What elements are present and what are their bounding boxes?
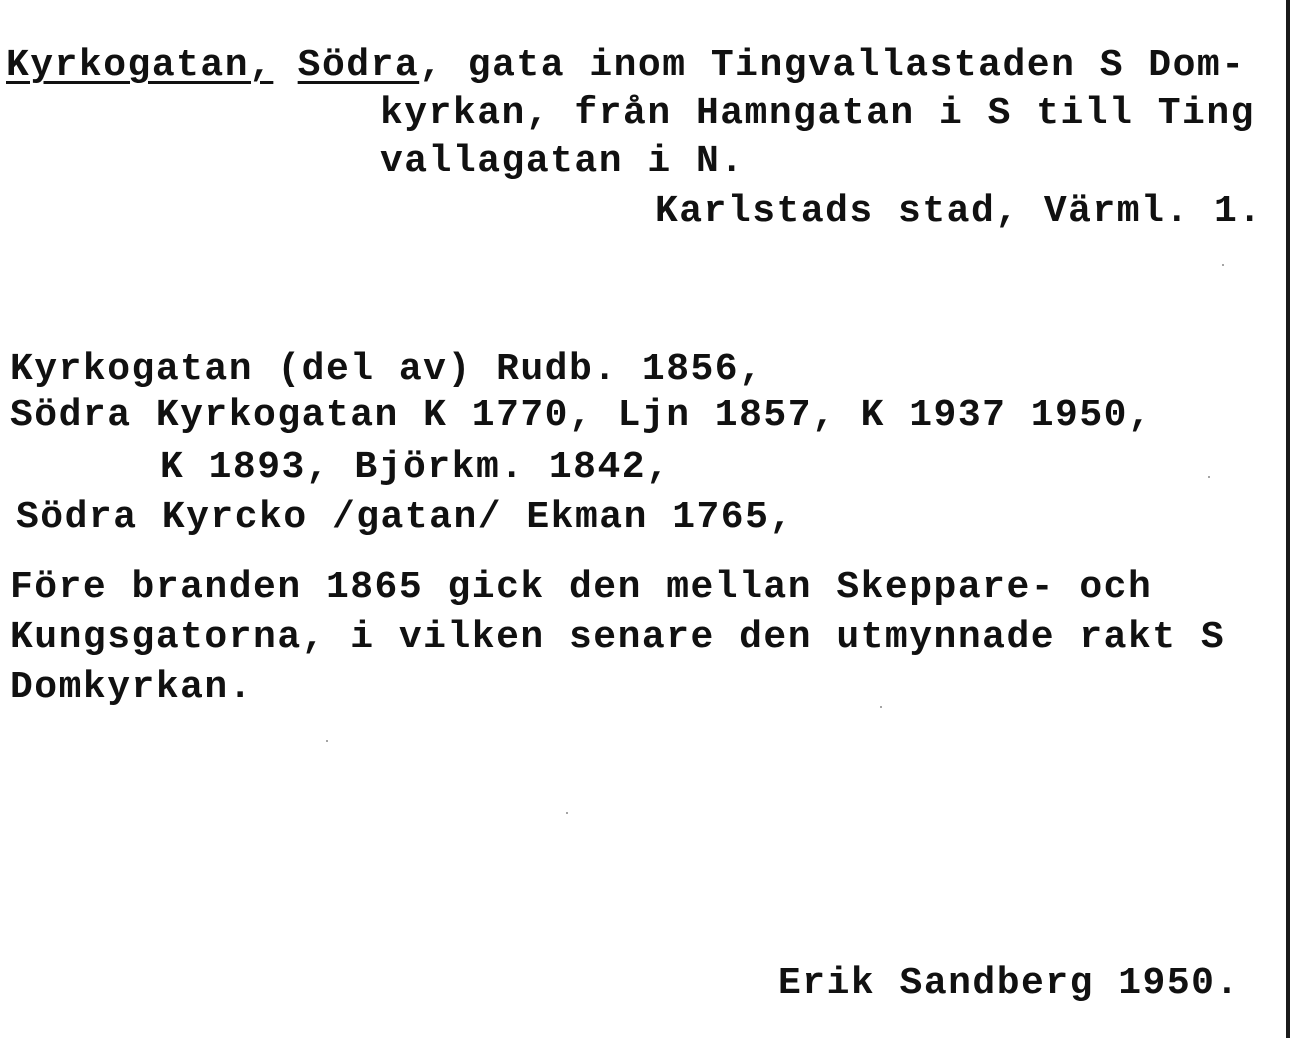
- scan-speck: [326, 740, 328, 742]
- note-line-1: Före branden 1865 gick den mellan Skeppare- och: [10, 566, 1153, 609]
- header-line-2: kyrkan, från Hamngatan i S till Ting: [380, 92, 1255, 135]
- source-line-2: Södra Kyrkogatan K 1770, Ljn 1857, K 1937 1950,: [10, 394, 1153, 437]
- header-line-1: [6, 44, 1246, 88]
- source-line-4: Södra Kyrcko /gatan/ Ekman 1765,: [16, 496, 794, 539]
- signature: Erik Sandberg 1950.: [778, 962, 1240, 1005]
- scan-speck: [1222, 264, 1224, 266]
- header-line-3: vallagatan i N.: [380, 140, 745, 183]
- source-line-3: K 1893, Björkm. 1842,: [160, 446, 671, 489]
- header-location: Karlstads stad, Värml. 1.: [655, 190, 1263, 233]
- scan-speck: [880, 706, 882, 708]
- header-line-1-rest: , gata inom Tingvallastaden S Dom-: [419, 44, 1246, 87]
- street-qualifier: Södra: [297, 44, 420, 87]
- scan-speck: [1208, 476, 1210, 478]
- source-line-1: Kyrkogatan (del av) Rudb. 1856,: [10, 348, 764, 391]
- note-line-3: Domkyrkan.: [10, 666, 254, 709]
- scan-speck: [566, 812, 568, 814]
- note-line-2: Kungsgatorna, i vilken senare den utmynnade rakt S: [10, 616, 1226, 659]
- card-edge-line: [1286, 0, 1290, 1038]
- street-name: Kyrkogatan,: [6, 44, 274, 87]
